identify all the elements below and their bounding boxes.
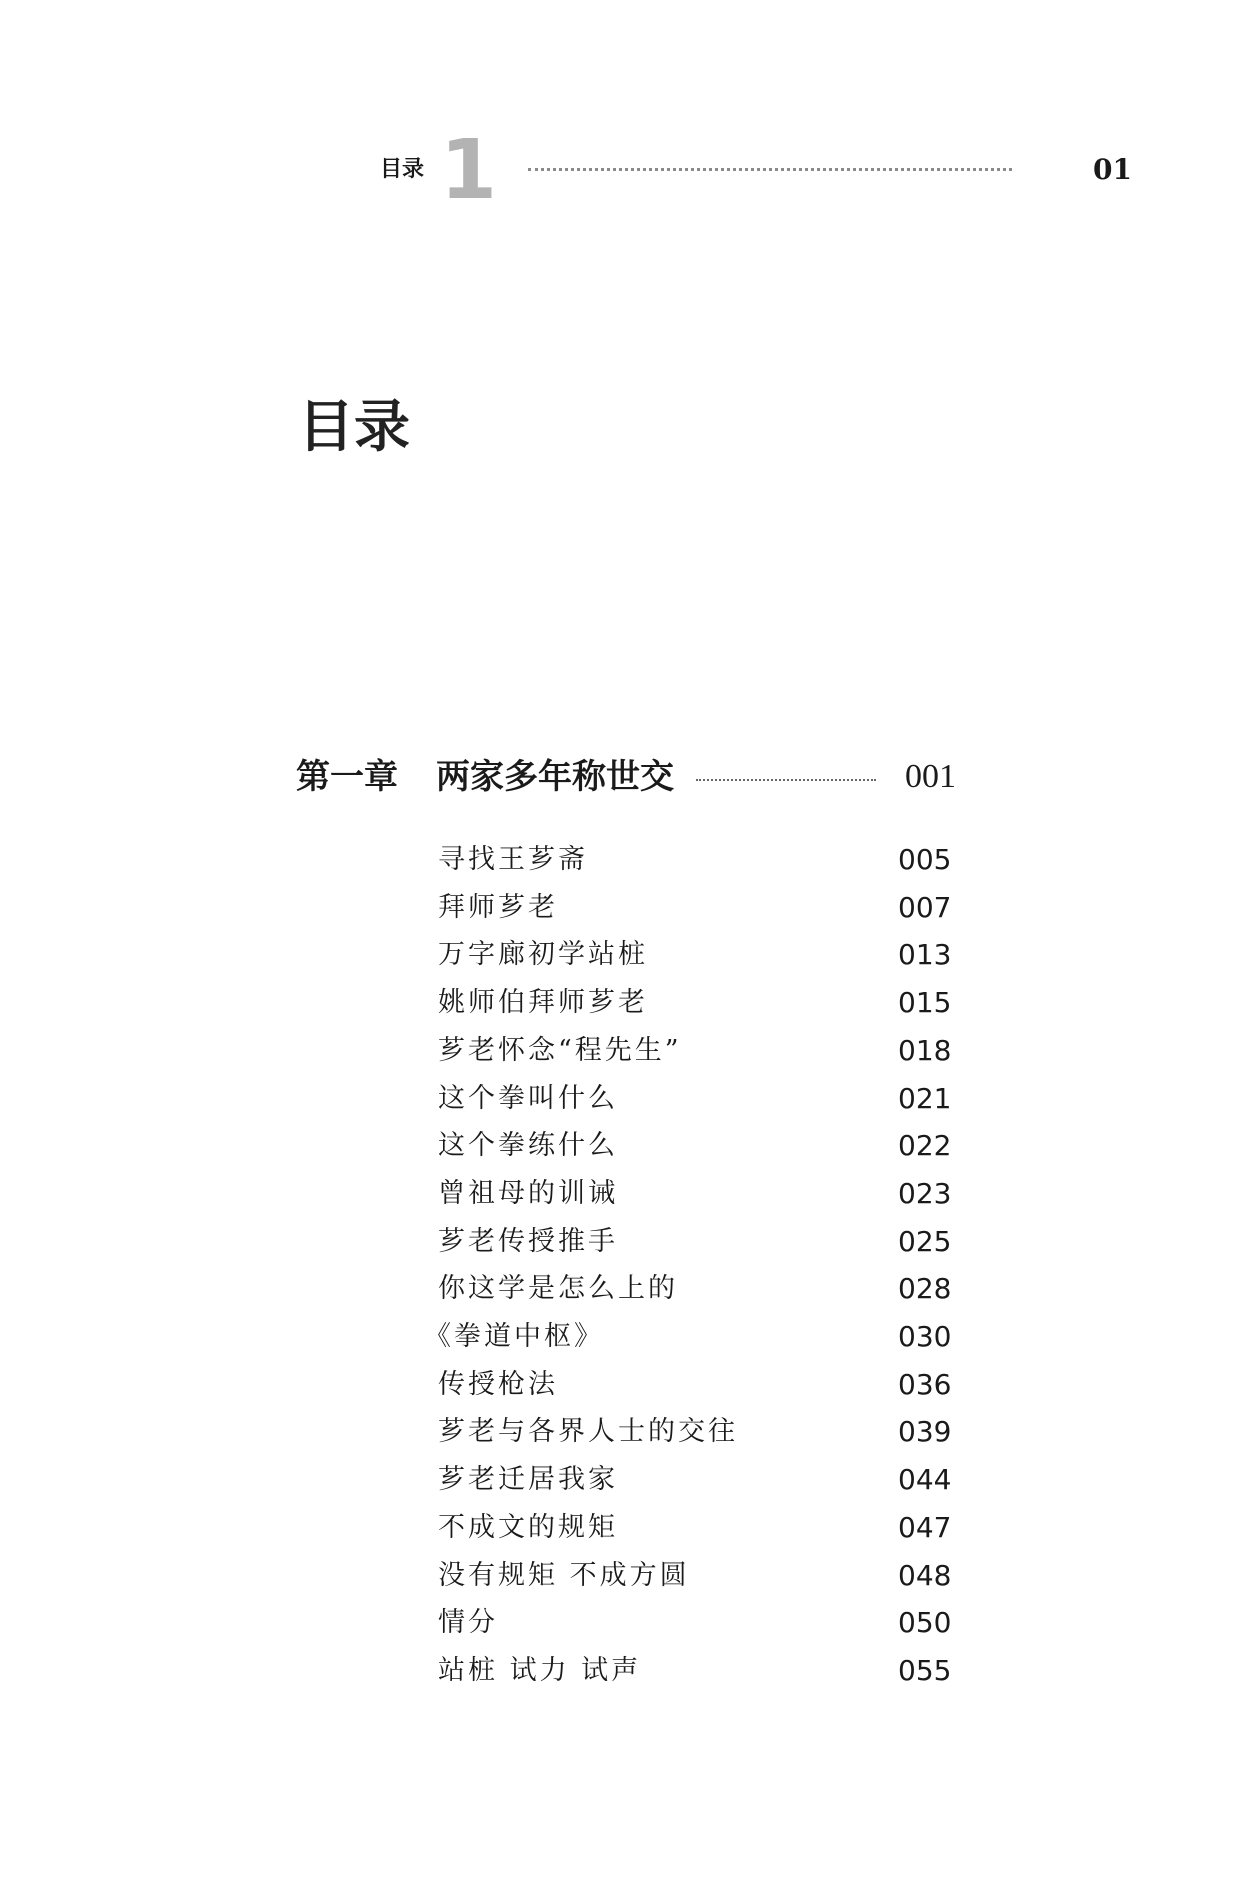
toc-entry-page: 015 (898, 986, 952, 1019)
toc-entry-title: 《拳道中枢》 (424, 1321, 604, 1352)
toc-entry-title: 你这学是怎么上的 (438, 1273, 678, 1304)
toc-entry-page: 050 (898, 1606, 952, 1639)
toc-entry-page: 047 (898, 1511, 952, 1544)
toc-entry-page: 039 (898, 1415, 952, 1448)
toc-entry (0, 1649, 1260, 1693)
toc-entry-page: 022 (898, 1129, 952, 1162)
toc-entry-title: 没有规矩 不成方圆 (438, 1560, 690, 1591)
running-header-label: 目录 (380, 157, 425, 182)
chapter-page-number: 001 (905, 758, 956, 795)
toc-entry-page: 018 (898, 1034, 952, 1067)
toc-entry-page: 021 (898, 1082, 952, 1115)
toc-entry (0, 1077, 1260, 1121)
chapter-title: 两家多年称世交 (436, 757, 674, 797)
toc-entry-page: 007 (898, 891, 952, 924)
toc-entry (0, 1410, 1260, 1454)
toc-entry-title: 万字廊初学站桩 (438, 939, 648, 970)
toc-entry (0, 1220, 1260, 1264)
toc-entry-title: 曾祖母的训诫 (438, 1178, 618, 1209)
toc-entry-title: 芗老怀念“程先生” (438, 1035, 682, 1066)
toc-entry-title: 芗老与各界人士的交往 (438, 1416, 738, 1447)
toc-entry (0, 1363, 1260, 1407)
toc-entry (0, 981, 1260, 1025)
toc-entry (0, 1554, 1260, 1598)
toc-entry (0, 1267, 1260, 1311)
toc-entry (0, 1506, 1260, 1550)
toc-entry (0, 1172, 1260, 1216)
toc-entry (0, 1315, 1260, 1359)
toc-entry-page: 036 (898, 1368, 952, 1401)
toc-entry (0, 1458, 1260, 1502)
toc-entry (0, 886, 1260, 930)
toc-entry-title: 站桩 试力 试声 (438, 1655, 642, 1686)
toc-entry-page: 048 (898, 1559, 952, 1592)
chapter-number: 第一章 (296, 757, 398, 797)
toc-entry-title: 姚师伯拜师芗老 (438, 987, 648, 1018)
toc-entry-page: 044 (898, 1463, 952, 1496)
toc-entry-title: 芗老迁居我家 (438, 1464, 618, 1495)
toc-entry-title: 不成文的规矩 (438, 1512, 618, 1543)
running-header-number: 1 (440, 123, 498, 218)
toc-entry-title: 传授枪法 (438, 1369, 558, 1400)
toc-entry (0, 1124, 1260, 1168)
toc-entry-page: 023 (898, 1177, 952, 1210)
toc-entry (0, 838, 1260, 882)
page-number: 01 (1093, 153, 1132, 186)
toc-title: 目录 (298, 395, 410, 460)
toc-entry-page: 025 (898, 1225, 952, 1258)
toc-entry-page: 028 (898, 1272, 952, 1305)
toc-entry-page: 055 (898, 1654, 952, 1687)
toc-entry-title: 这个拳练什么 (438, 1130, 618, 1161)
toc-entry-title: 寻找王芗斋 (438, 844, 588, 875)
toc-entry (0, 1601, 1260, 1645)
toc-entry-page: 005 (898, 843, 952, 876)
toc-entry (0, 1029, 1260, 1073)
toc-entry-page: 030 (898, 1320, 952, 1353)
toc-entry-title: 情分 (438, 1607, 498, 1638)
toc-entry-title: 芗老传授推手 (438, 1226, 618, 1257)
toc-entry (0, 933, 1260, 977)
toc-entry-title: 拜师芗老 (438, 892, 558, 923)
toc-entry-title: 这个拳叫什么 (438, 1083, 618, 1114)
toc-entry-page: 013 (898, 938, 952, 971)
